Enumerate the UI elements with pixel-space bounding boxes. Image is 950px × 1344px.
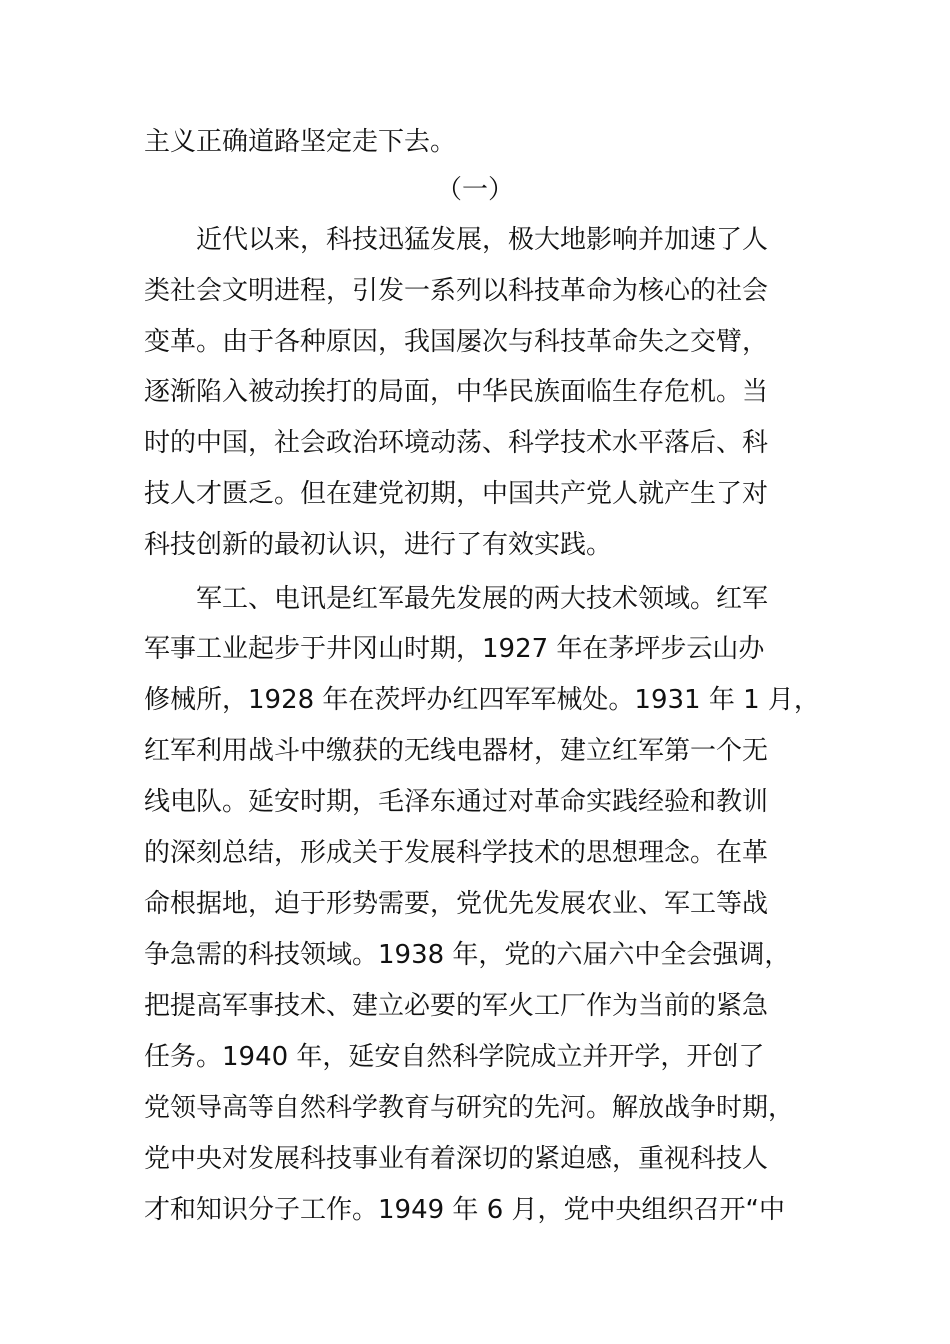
paragraph-line: 命根据地，迫于形势需要，党优先发展农业、军工等战 [144, 889, 769, 919]
paragraph-line: 军事工业起步于井冈山时期，1927 年在茅坪步云山办 [144, 634, 765, 664]
paragraph-line: 近代以来，科技迅猛发展，极大地影响并加速了人 [196, 225, 769, 255]
paragraph-line: 类社会文明进程，引发一系列以科技革命为核心的社会 [144, 276, 769, 306]
paragraph-line: 红军利用战斗中缴获的无线电器材，建立红军第一个无 [144, 736, 769, 766]
paragraph-line: 技人才匮乏。但在建党初期，中国共产党人就产生了对 [144, 479, 769, 509]
paragraph-line: 党中央对发展科技事业有着深切的紧迫感，重视科技人 [144, 1144, 769, 1174]
section-heading: （一） [435, 175, 514, 205]
paragraph-line: 党领导高等自然科学教育与研究的先河。解放战争时期， [144, 1093, 795, 1123]
paragraph-line: 时的中国，社会政治环境动荡、科学技术水平落后、科 [144, 428, 769, 458]
paragraph-line: 修械所，1928 年在茨坪办红四军军械处。1931 年 1 月， [144, 685, 820, 715]
paragraph-line: 争急需的科技领域。1938 年，党的六届六中全会强调， [144, 940, 791, 970]
text-line: 主义正确道路坚定走下去。 [144, 127, 457, 157]
paragraph-line: 科技创新的最初认识，进行了有效实践。 [144, 530, 613, 560]
paragraph-line: 才和知识分子工作。1949 年 6 月，党中央组织召开“中 [144, 1195, 785, 1225]
paragraph-line: 线电队。延安时期，毛泽东通过对革命实践经验和教训 [144, 787, 769, 817]
paragraph-line: 军工、电讯是红军最先发展的两大技术领域。红军 [196, 584, 769, 614]
paragraph-line: 变革。由于各种原因，我国屡次与科技革命失之交臂， [144, 327, 769, 357]
paragraph-line: 任务。1940 年，延安自然科学院成立并开学，开创了 [144, 1042, 765, 1072]
paragraph-line: 的深刻总结，形成关于发展科学技术的思想理念。在革 [144, 838, 769, 868]
paragraph-line: 逐渐陷入被动挨打的局面，中华民族面临生存危机。当 [144, 377, 769, 407]
paragraph-line: 把提高军事技术、建立必要的军火工厂作为当前的紧急 [144, 991, 769, 1021]
